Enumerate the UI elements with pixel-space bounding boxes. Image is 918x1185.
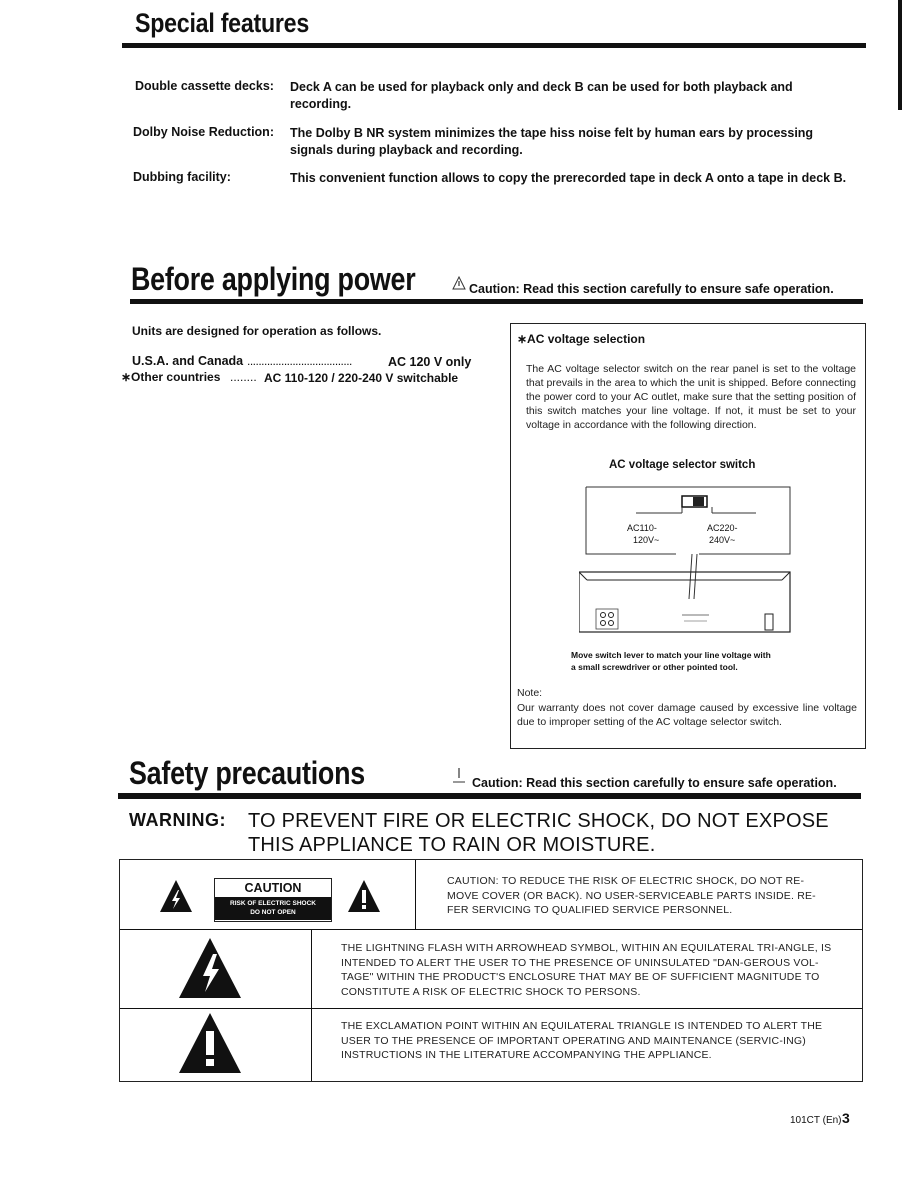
safety-caution: Caution: Read this section carefully to ensure safe operation. (472, 776, 837, 790)
units-intro: Units are designed for operation as follows. (132, 324, 382, 338)
safety-symbol-table (119, 859, 863, 1082)
lightning-triangle-icon-small (158, 878, 194, 914)
page-number: 3 (842, 1110, 850, 1126)
caution-triangle-icon (452, 276, 466, 290)
feature-label-dubbing: Dubbing facility: (133, 170, 231, 184)
table-vline-row1 (415, 860, 416, 929)
footer-code: 101CT (En) (790, 1115, 842, 1126)
risk-band (215, 897, 331, 920)
risk-line-1: RISK OF ELECTRIC SHOCK (230, 900, 316, 907)
row1-text: CAUTION: TO REDUCE THE RISK OF ELECTRIC SHOCK, DO NOT RE-MOVE COVER (OR BACK). NO USER-SERVICEABLE PARTS INSIDE. RE-FER SERVICING TO QUALIFIED SERVICE PERSONNEL. (447, 875, 816, 916)
caution-label-text: CAUTION (244, 881, 302, 895)
ac-selector-diagram (579, 484, 799, 634)
feature-text-double-cassette: Deck A can be used for playback only and deck B can be used for both playback and recording. (290, 80, 793, 111)
move-switch-note-2: a small screwdriver or other pointed tool. (571, 662, 738, 672)
before-power-caution: Caution: Read this section carefully to ensure safe operation. (469, 282, 834, 296)
safety-rule (118, 793, 861, 799)
exclamation-triangle-icon (177, 1011, 243, 1075)
ac-voltage-box (510, 323, 866, 749)
warning-line-2: THIS APPLIANCE TO RAIN OR MOISTURE. (248, 834, 656, 856)
ac-diagram-title: AC voltage selector switch (609, 459, 756, 471)
table-divider-1 (120, 929, 862, 930)
warranty-note-text: Our warranty does not cover damage caused by excessive line voltage due to improper setting of the AC voltage selector switch. (517, 702, 857, 728)
special-features-rule (122, 43, 866, 48)
usa-dots: ..................................... (247, 354, 352, 368)
lightning-triangle-icon (177, 936, 243, 1000)
row3-text: THE EXCLAMATION POINT WITHIN AN EQUILATERAL TRIANGLE IS INTENDED TO ALERT THE USER TO THE PRESENCE OF IMPORTANT OPERATING AND MAINTENANCE (SERVIC-ING) INSTRUCTIONS IN THE LITERATURE ACCOMPANYING THE APPLIANCE. (341, 1020, 823, 1061)
setting-220-line1: AC220- (707, 523, 738, 533)
feature-text-dubbing: This convenient function allows to copy the prerecorded tape in deck A onto a tape in deck B. (290, 171, 847, 185)
safety-title: Safety precautions (129, 755, 365, 791)
usa-label: U.S.A. and Canada (132, 354, 244, 368)
table-vline-rows23 (311, 929, 312, 1081)
special-features-title: Special features (135, 8, 309, 38)
warranty-note-label: Note: (517, 687, 543, 699)
warning-line-1: TO PREVENT FIRE OR ELECTRIC SHOCK, DO NOT EXPOSE (248, 810, 829, 832)
ac-box-heading: ∗AC voltage selection (517, 332, 646, 346)
before-power-rule (130, 299, 863, 304)
feature-text-dolby: The Dolby B NR system minimizes the tape hiss noise felt by human ears by processing signals during playback and recording. (290, 126, 814, 157)
move-switch-note-1: Move switch lever to match your line voltage with (571, 650, 771, 660)
table-divider-2 (120, 1008, 862, 1009)
before-power-title: Before applying power (131, 261, 416, 297)
other-dots: ........ (230, 370, 257, 384)
setting-110-line1: AC110- (627, 523, 657, 533)
feature-label-double-cassette: Double cassette decks: (135, 79, 274, 93)
setting-220-line2: 240V~ (709, 535, 736, 545)
risk-line-2: DO NOT OPEN (250, 909, 296, 916)
usa-value: AC 120 V only (388, 355, 472, 369)
other-value: AC 110-120 / 220-240 V switchable (264, 371, 459, 385)
page-edge-mark (898, 0, 902, 110)
row2-text: THE LIGHTNING FLASH WITH ARROWHEAD SYMBOL, WITHIN AN EQUILATERAL TRI-ANGLE, IS INTENDED TO ALERT THE USER TO THE PRESENCE OF UNINSULATED "DAN-GEROUS VOL-TAGE" WITHIN THE PRODUCT'S ENCLOSURE THAT MAY BE OF SUFFICIENT MAGNITUDE TO CONSTITUTE A RISK OF ELECTRIC SHOCK TO PERSONS. (341, 942, 832, 998)
feature-label-dolby: Dolby Noise Reduction: (133, 125, 274, 139)
other-label: ∗Other countries (121, 370, 221, 384)
warning-label: WARNING: (129, 810, 226, 830)
exclamation-triangle-icon-small (346, 878, 382, 914)
caution-mark-icon (452, 767, 466, 783)
ac-box-body: The AC voltage selector switch on the rear panel is set to the voltage that prevails in the area to which the unit is shipped. Before connecting the power cord to your AC outlet, make sure that the setting position of this switch matches your line voltage. If not, it must be set to your voltage in accordance with the following direction. (526, 363, 856, 431)
caution-label-box (214, 878, 332, 922)
setting-110-line2: 120V~ (633, 535, 660, 545)
